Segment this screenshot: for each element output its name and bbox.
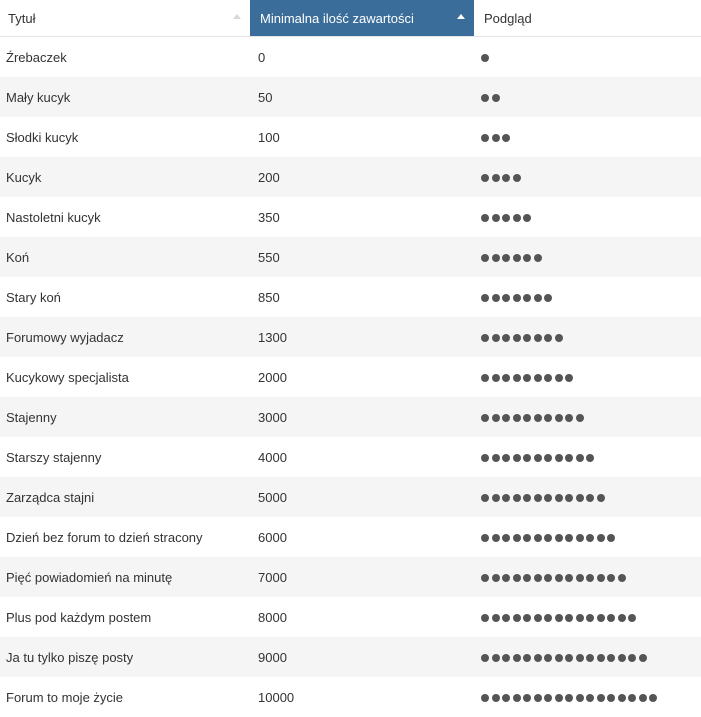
rank-min-content-cell: 0 [250,37,474,78]
filled-circle-icon [555,334,563,342]
filled-circle-icon [586,534,594,542]
filled-circle-icon [534,694,542,702]
filled-circle-icon [607,694,615,702]
rank-preview-dots [481,214,534,222]
filled-circle-icon [481,134,489,142]
rank-preview-cell [474,357,701,397]
rank-min-content-cell: 100 [250,117,474,157]
rank-min-content-cell: 8000 [250,597,474,637]
rank-preview-cell [474,437,701,477]
rank-preview-cell [474,477,701,517]
filled-circle-icon [502,134,510,142]
table-row [0,517,701,557]
rank-title-cell: Pięć powiadomień na minutę [0,557,250,597]
filled-circle-icon [555,454,563,462]
filled-circle-icon [492,614,500,622]
filled-circle-icon [544,374,552,382]
filled-circle-icon [639,654,647,662]
rank-preview-dots [481,454,597,462]
filled-circle-icon [523,334,531,342]
filled-circle-icon [607,654,615,662]
filled-circle-icon [544,654,552,662]
filled-circle-icon [492,134,500,142]
rank-title-cell: Ja tu tylko piszę posty [0,637,250,677]
filled-circle-icon [649,694,657,702]
filled-circle-icon [565,494,573,502]
filled-circle-icon [534,494,542,502]
filled-circle-icon [502,694,510,702]
rank-preview-dots [481,294,555,302]
rank-preview-cell [474,237,701,277]
filled-circle-icon [597,574,605,582]
rank-min-content-cell: 4000 [250,437,474,477]
filled-circle-icon [534,574,542,582]
filled-circle-icon [565,414,573,422]
filled-circle-icon [502,214,510,222]
rank-preview-cell [474,77,701,117]
filled-circle-icon [576,534,584,542]
rank-title-cell: Forumowy wyjadacz [0,317,250,357]
filled-circle-icon [544,454,552,462]
filled-circle-icon [576,614,584,622]
table-row [0,237,701,277]
filled-circle-icon [597,614,605,622]
rank-min-content-cell: 5000 [250,477,474,517]
filled-circle-icon [502,334,510,342]
rank-preview-dots [481,334,565,342]
filled-circle-icon [492,94,500,102]
rank-preview-cell [474,597,701,637]
rank-min-content-cell: 200 [250,157,474,197]
filled-circle-icon [639,694,647,702]
filled-circle-icon [513,374,521,382]
sort-arrow-icon [233,14,241,19]
rank-title-cell: Słodki kucyk [0,117,250,157]
filled-circle-icon [544,294,552,302]
filled-circle-icon [502,494,510,502]
rank-preview-dots [481,374,576,382]
column-header-preview [474,0,701,37]
filled-circle-icon [481,654,489,662]
table-row [0,437,701,477]
rank-min-content-cell: 6000 [250,517,474,557]
filled-circle-icon [513,694,521,702]
filled-circle-icon [565,574,573,582]
rank-min-content-cell: 3000 [250,397,474,437]
filled-circle-icon [502,174,510,182]
filled-circle-icon [492,174,500,182]
filled-circle-icon [586,614,594,622]
filled-circle-icon [502,614,510,622]
table-row [0,117,701,157]
filled-circle-icon [513,494,521,502]
column-header-min-content-label: Minimalna ilość zawartości [260,11,414,26]
filled-circle-icon [607,534,615,542]
filled-circle-icon [481,214,489,222]
filled-circle-icon [576,654,584,662]
filled-circle-icon [481,614,489,622]
filled-circle-icon [597,534,605,542]
filled-circle-icon [534,414,542,422]
filled-circle-icon [565,614,573,622]
rank-title-cell: Nastoletni kucyk [0,197,250,237]
rank-title-cell: Mały kucyk [0,77,250,117]
filled-circle-icon [481,254,489,262]
filled-circle-icon [481,54,489,62]
filled-circle-icon [492,574,500,582]
filled-circle-icon [523,654,531,662]
filled-circle-icon [534,254,542,262]
rank-preview-dots [481,494,607,502]
filled-circle-icon [481,534,489,542]
filled-circle-icon [576,494,584,502]
filled-circle-icon [534,294,542,302]
filled-circle-icon [492,654,500,662]
filled-circle-icon [534,454,542,462]
rank-title-cell: Źrebaczek [0,37,250,78]
filled-circle-icon [597,694,605,702]
filled-circle-icon [492,374,500,382]
filled-circle-icon [502,294,510,302]
filled-circle-icon [513,414,521,422]
filled-circle-icon [502,654,510,662]
rank-preview-cell [474,277,701,317]
filled-circle-icon [481,494,489,502]
rank-min-content-cell: 9000 [250,637,474,677]
filled-circle-icon [492,694,500,702]
filled-circle-icon [555,694,563,702]
filled-circle-icon [576,574,584,582]
filled-circle-icon [586,494,594,502]
filled-circle-icon [502,454,510,462]
rank-preview-cell [474,637,701,677]
filled-circle-icon [534,614,542,622]
filled-circle-icon [502,574,510,582]
filled-circle-icon [523,454,531,462]
filled-circle-icon [618,694,626,702]
rank-preview-dots [481,134,513,142]
filled-circle-icon [586,574,594,582]
rank-preview-dots [481,614,639,622]
filled-circle-icon [523,374,531,382]
filled-circle-icon [565,374,573,382]
filled-circle-icon [555,574,563,582]
rank-preview-cell [474,117,701,157]
filled-circle-icon [544,414,552,422]
rank-title-cell: Dzień bez forum to dzień stracony [0,517,250,557]
rank-title-cell: Forum to moje życie [0,677,250,717]
filled-circle-icon [544,334,552,342]
filled-circle-icon [555,414,563,422]
filled-circle-icon [492,494,500,502]
filled-circle-icon [628,654,636,662]
table-header [0,0,701,37]
rank-title-cell: Koń [0,237,250,277]
filled-circle-icon [502,414,510,422]
filled-circle-icon [586,454,594,462]
filled-circle-icon [618,574,626,582]
table-row [0,197,701,237]
filled-circle-icon [544,614,552,622]
filled-circle-icon [513,174,521,182]
filled-circle-icon [502,374,510,382]
filled-circle-icon [523,614,531,622]
sort-ascending-arrow-icon [457,14,465,19]
rank-preview-dots [481,534,618,542]
filled-circle-icon [565,694,573,702]
filled-circle-icon [534,534,542,542]
filled-circle-icon [586,694,594,702]
filled-circle-icon [544,574,552,582]
table-row [0,37,701,78]
filled-circle-icon [534,334,542,342]
filled-circle-icon [513,454,521,462]
rank-min-content-cell: 1300 [250,317,474,357]
rank-preview-cell [474,677,701,717]
filled-circle-icon [555,654,563,662]
rank-min-content-cell: 850 [250,277,474,317]
rank-preview-cell [474,317,701,357]
filled-circle-icon [492,214,500,222]
rank-preview-cell [474,157,701,197]
filled-circle-icon [576,694,584,702]
filled-circle-icon [502,254,510,262]
filled-circle-icon [544,494,552,502]
filled-circle-icon [576,414,584,422]
filled-circle-icon [481,294,489,302]
filled-circle-icon [513,574,521,582]
filled-circle-icon [523,254,531,262]
rank-preview-dots [481,694,660,702]
filled-circle-icon [607,574,615,582]
filled-circle-icon [618,614,626,622]
column-header-min-content[interactable] [250,0,474,37]
rank-preview-cell [474,517,701,557]
table-row [0,637,701,677]
table-row [0,477,701,517]
rank-min-content-cell: 50 [250,77,474,117]
column-header-preview-label: Podgląd [484,11,532,26]
table-row [0,557,701,597]
rank-min-content-cell: 2000 [250,357,474,397]
rank-title-cell: Stary koń [0,277,250,317]
filled-circle-icon [481,374,489,382]
filled-circle-icon [544,534,552,542]
filled-circle-icon [481,94,489,102]
header-row [0,0,701,37]
table-row [0,677,701,717]
filled-circle-icon [544,694,552,702]
rank-preview-dots [481,414,586,422]
filled-circle-icon [502,534,510,542]
filled-circle-icon [481,454,489,462]
table-row [0,77,701,117]
rank-preview-dots [481,94,502,102]
filled-circle-icon [481,414,489,422]
rank-min-content-cell: 10000 [250,677,474,717]
filled-circle-icon [576,454,584,462]
filled-circle-icon [513,654,521,662]
filled-circle-icon [523,694,531,702]
rank-preview-cell [474,557,701,597]
filled-circle-icon [492,254,500,262]
filled-circle-icon [481,694,489,702]
table-row [0,357,701,397]
filled-circle-icon [555,374,563,382]
rank-title-cell: Stajenny [0,397,250,437]
rank-preview-cell [474,397,701,437]
rank-preview-dots [481,54,492,62]
filled-circle-icon [607,614,615,622]
filled-circle-icon [523,574,531,582]
filled-circle-icon [492,334,500,342]
filled-circle-icon [586,654,594,662]
rank-title-cell: Kucyk [0,157,250,197]
rank-min-content-cell: 350 [250,197,474,237]
filled-circle-icon [597,654,605,662]
table-row [0,157,701,197]
table-row [0,597,701,637]
column-header-title-label: Tytuł [8,11,35,26]
filled-circle-icon [492,414,500,422]
filled-circle-icon [523,294,531,302]
rank-preview-dots [481,574,628,582]
rank-preview-dots [481,654,649,662]
filled-circle-icon [628,694,636,702]
column-header-title[interactable] [0,0,250,37]
filled-circle-icon [628,614,636,622]
filled-circle-icon [555,614,563,622]
filled-circle-icon [523,414,531,422]
filled-circle-icon [481,174,489,182]
rank-preview-cell [474,197,701,237]
filled-circle-icon [523,534,531,542]
filled-circle-icon [492,294,500,302]
rank-min-content-cell: 7000 [250,557,474,597]
filled-circle-icon [534,654,542,662]
filled-circle-icon [513,614,521,622]
filled-circle-icon [565,534,573,542]
filled-circle-icon [618,654,626,662]
filled-circle-icon [481,574,489,582]
filled-circle-icon [523,494,531,502]
filled-circle-icon [523,214,531,222]
rank-title-cell: Kucykowy specjalista [0,357,250,397]
filled-circle-icon [492,454,500,462]
filled-circle-icon [513,334,521,342]
filled-circle-icon [513,254,521,262]
table-body [0,37,701,717]
table-row [0,277,701,317]
filled-circle-icon [492,534,500,542]
table-row [0,317,701,357]
rank-min-content-cell: 550 [250,237,474,277]
filled-circle-icon [565,654,573,662]
filled-circle-icon [534,374,542,382]
rank-title-cell: Zarządca stajni [0,477,250,517]
rank-preview-dots [481,174,523,182]
filled-circle-icon [555,534,563,542]
filled-circle-icon [597,494,605,502]
filled-circle-icon [555,494,563,502]
filled-circle-icon [481,334,489,342]
filled-circle-icon [513,294,521,302]
rank-preview-cell [474,37,701,78]
rank-preview-dots [481,254,544,262]
filled-circle-icon [513,214,521,222]
filled-circle-icon [565,454,573,462]
rank-title-cell: Starszy stajenny [0,437,250,477]
rank-title-cell: Plus pod każdym postem [0,597,250,637]
table-row [0,397,701,437]
filled-circle-icon [513,534,521,542]
